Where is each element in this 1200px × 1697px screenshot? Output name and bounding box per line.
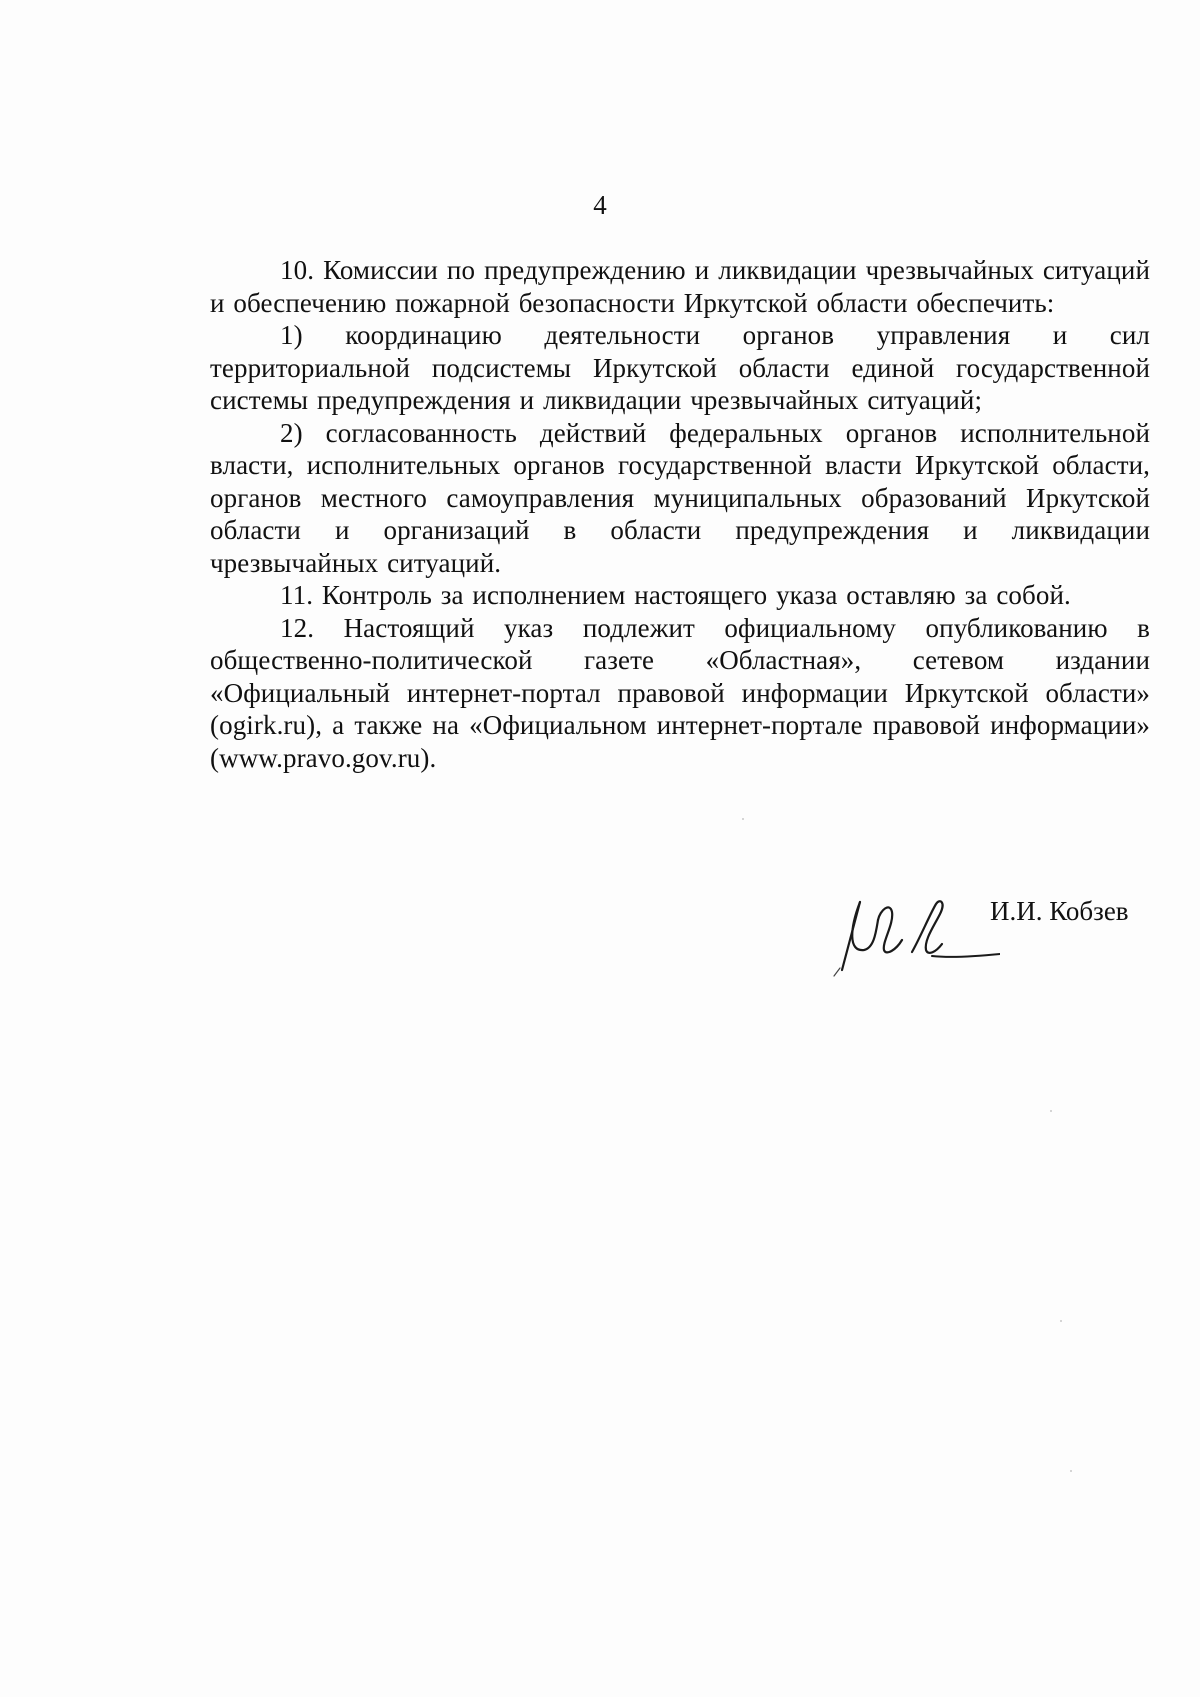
handwritten-signature-image	[820, 880, 1000, 990]
paragraph-10-item-2: 2) согласованность действий федеральных органов исполнительной власти, исполнительных органов государственной власти Иркутской области, органов местного самоуправления муниципальных образований Иркутской области и организаций в области предупреждения и ликвидации чрезвычайных ситуаций.	[210, 417, 1150, 578]
paragraph-12: 12. Настоящий указ подлежит официальному опубликованию в общественно-политической газете «Областная», сетевом издании «Официальный интернет-портал правовой информации Иркутской области» (ogirk.ru), а также на «Официальном интернет-портале правовой информации» (www.pravo.gov.ru).	[210, 612, 1150, 773]
signature-block	[820, 880, 1150, 990]
page-number: 4	[593, 190, 607, 220]
scan-speck	[742, 818, 744, 820]
scan-speck	[1060, 1320, 1062, 1322]
paragraph-10: 10. Комиссии по предупреждению и ликвидации чрезвычайных ситуаций и обеспечению пожарной безопасности Иркутской области обеспечить:	[210, 255, 1150, 318]
paragraph-10-item-1: 1) координацию деятельности органов управления и сил территориальной подсистемы Иркутской области единой государственной системы предупреждения и ликвидации чрезвычайных ситуаций;	[210, 320, 1150, 415]
paragraph-11: 11. Контроль за исполнением настоящего указа оставляю за собой.	[280, 580, 1071, 610]
document-body	[210, 254, 1150, 774]
scan-speck	[1050, 1110, 1052, 1112]
signer-name: И.И. Кобзев	[990, 896, 1129, 926]
scan-speck	[1070, 1470, 1072, 1472]
